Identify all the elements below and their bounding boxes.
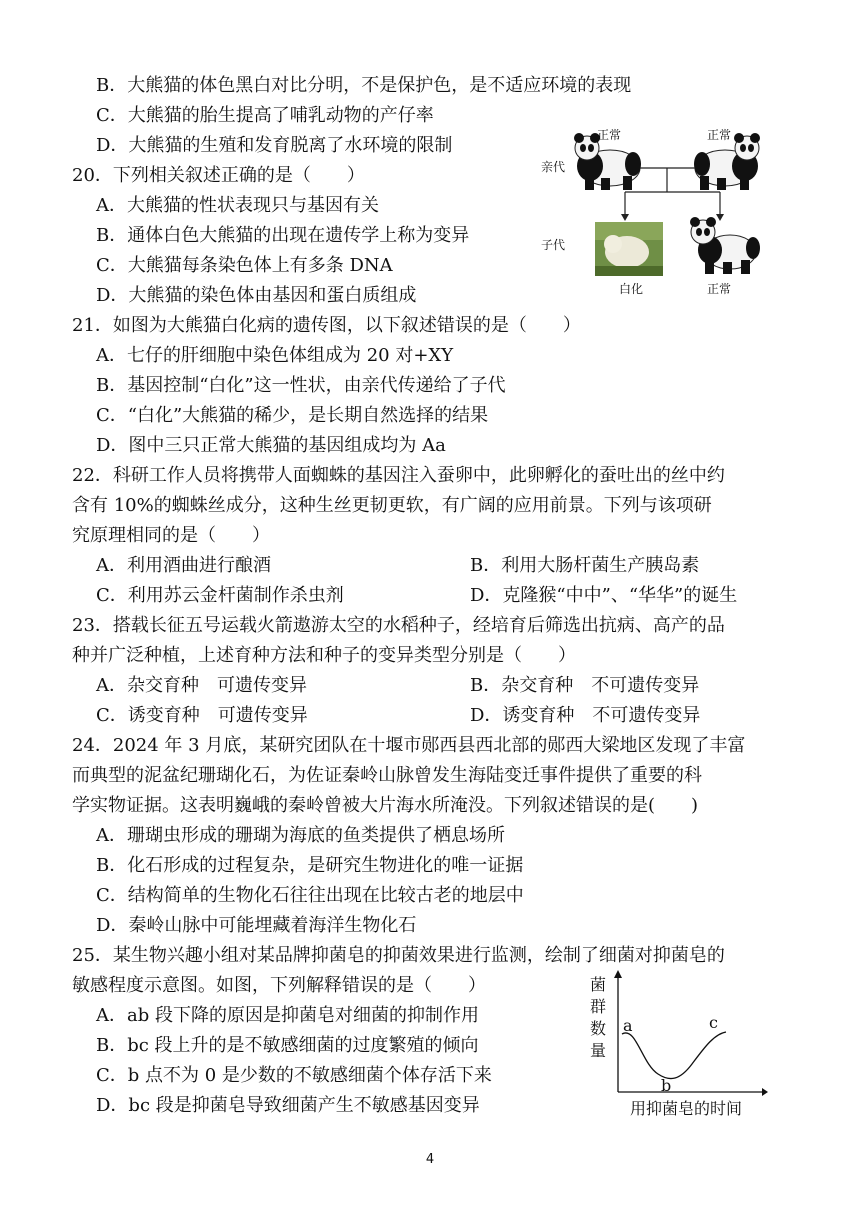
q21-stem: 21．如图为大熊猫白化病的遗传图，以下叙述错误的是（ ） (72, 315, 581, 336)
q22-option-b: B．利用大肠杆菌生产胰岛素 (470, 555, 700, 576)
point-b-label: b (661, 1076, 672, 1095)
q25-option-d: D．bc 段是抑菌皂导致细菌产生不敏感基因变异 (96, 1095, 480, 1116)
q21-option-a: A．七仔的肝细胞中染色体组成为 20 对+XY (96, 345, 454, 366)
q24-option-c: C．结构简单的生物化石往往出现在比较古老的地层中 (96, 885, 524, 906)
y-axis-arrow (614, 970, 622, 978)
q22-option-a: A．利用酒曲进行酿酒 (96, 555, 271, 576)
population-curve (622, 1032, 726, 1079)
q23-option-c: C．诱变育种 可遗传变异 (96, 705, 308, 726)
q21-option-d: D．图中三只正常大熊猫的基因组成均为 Aa (96, 435, 446, 456)
q22-stem-line3: 究原理相同的是（ ） (72, 525, 270, 546)
q19-option-b: B．大熊猫的体色黑白对比分明，不是保护色，是不适应环境的表现 (96, 75, 632, 96)
ylabel-char-4: 量 (589, 1041, 606, 1060)
q20-option-a: A．大熊猫的性状表现只与基因有关 (96, 195, 379, 216)
page-number: 4 (425, 1152, 435, 1167)
q20-option-c: C．大熊猫每条染色体上有多条 DNA (96, 255, 393, 276)
arrow-left-head (621, 214, 629, 221)
q24-option-a: A．珊瑚虫形成的珊瑚为海底的鱼类提供了栖息场所 (96, 825, 505, 846)
x-axis-arrow (762, 1088, 768, 1096)
child-right-label: 正常 (707, 282, 732, 296)
q22-option-c: C．利用苏云金杆菌制作杀虫剂 (96, 585, 344, 606)
q23-option-b: B．杂交育种 不可遗传变异 (470, 675, 700, 696)
graph-xlabel: 用抑菌皂的时间 (630, 1099, 743, 1118)
bacteria-sensitivity-graph (588, 968, 768, 1118)
ylabel-char-3: 数 (589, 1019, 606, 1038)
q20-stem: 20．下列相关叙述正确的是（ ） (72, 165, 365, 186)
parent-left-label: 正常 (597, 128, 622, 142)
arrow-right-head (716, 214, 724, 221)
q25-stem-line2: 敏感程度示意图。如图，下列解释错误的是（ ） (72, 975, 486, 996)
q22-option-d: D．克隆猴“中中”、“华华”的诞生 (470, 585, 738, 606)
graph-ylabel (588, 974, 608, 1062)
panda-figure-graphic (535, 120, 775, 305)
q25-option-b: B．bc 段上升的是不敏感细菌的过度繁殖的倾向 (96, 1035, 479, 1056)
child-row-label: 子代 (541, 238, 566, 252)
parent-row-label: 亲代 (541, 160, 566, 174)
q24-option-d: D．秦岭山脉中可能埋藏着海洋生物化石 (96, 915, 417, 936)
q20-option-d: D．大熊猫的染色体由基因和蛋白质组成 (96, 285, 417, 306)
q22-stem-line2: 含有 10%的蜘蛛丝成分，这种生丝更韧更软，有广阔的应用前景。下列与该项研 (72, 495, 712, 516)
ylabel-char-1: 菌 (589, 975, 606, 994)
child-normal-panda-image (690, 217, 760, 274)
q24-stem-line1: 24．2024 年 3 月底，某研究团队在十堰市郧西县西北部的郧西大梁地区发现了丰富 (72, 735, 746, 756)
q23-stem-line2: 种并广泛种植，上述育种方法和种子的变异类型分别是（ ） (72, 645, 576, 666)
albino-child-panda-image (595, 222, 663, 276)
q25-option-c: C．b 点不为 0 是少数的不敏感细菌个体存活下来 (96, 1065, 492, 1086)
q24-stem-line2: 而典型的泥盆纪珊瑚化石，为佐证秦岭山脉曾发生海陆变迁事件提供了重要的科 (72, 765, 702, 786)
q19-option-d: D．大熊猫的生殖和发育脱离了水环境的限制 (96, 135, 453, 156)
point-a-label: a (623, 1016, 633, 1035)
q19-option-c: C．大熊猫的胎生提高了哺乳动物的产仔率 (96, 105, 434, 126)
q21-option-b: B．基因控制“白化”这一性状，由亲代传递给了子代 (96, 375, 506, 396)
child-left-label: 白化 (619, 282, 644, 296)
q25-stem-line1: 25．某生物兴趣小组对某品牌抑菌皂的抑菌效果进行监测，绘制了细菌对抑菌皂的 (72, 945, 725, 966)
panda-inheritance-figure (535, 120, 775, 305)
q23-option-a: A．杂交育种 可遗传变异 (96, 675, 307, 696)
q24-stem-line3: 学实物证据。这表明巍峨的秦岭曾被大片海水所淹没。下列叙述错误的是( ) (72, 795, 699, 816)
ylabel-char-2: 群 (589, 997, 606, 1016)
q25-option-a: A．ab 段下降的原因是抑菌皂对细菌的抑制作用 (96, 1005, 479, 1026)
q24-option-b: B．化石形成的过程复杂，是研究生物进化的唯一证据 (96, 855, 524, 876)
q23-stem-line1: 23．搭载长征五号运载火箭遨游太空的水稻种子，经培育后筛选出抗病、高产的品 (72, 615, 725, 636)
q20-option-b: B．通体白色大熊猫的出现在遗传学上称为变异 (96, 225, 470, 246)
point-c-label: c (709, 1013, 718, 1032)
q22-stem-line1: 22．科研工作人员将携带人面蜘蛛的基因注入蚕卵中，此卵孵化的蚕吐出的丝中约 (72, 465, 725, 486)
q23-option-d: D．诱变育种 不可遗传变异 (470, 705, 701, 726)
q21-option-c: C．“白化”大熊猫的稀少，是长期自然选择的结果 (96, 405, 489, 426)
parent-right-label: 正常 (707, 128, 732, 142)
